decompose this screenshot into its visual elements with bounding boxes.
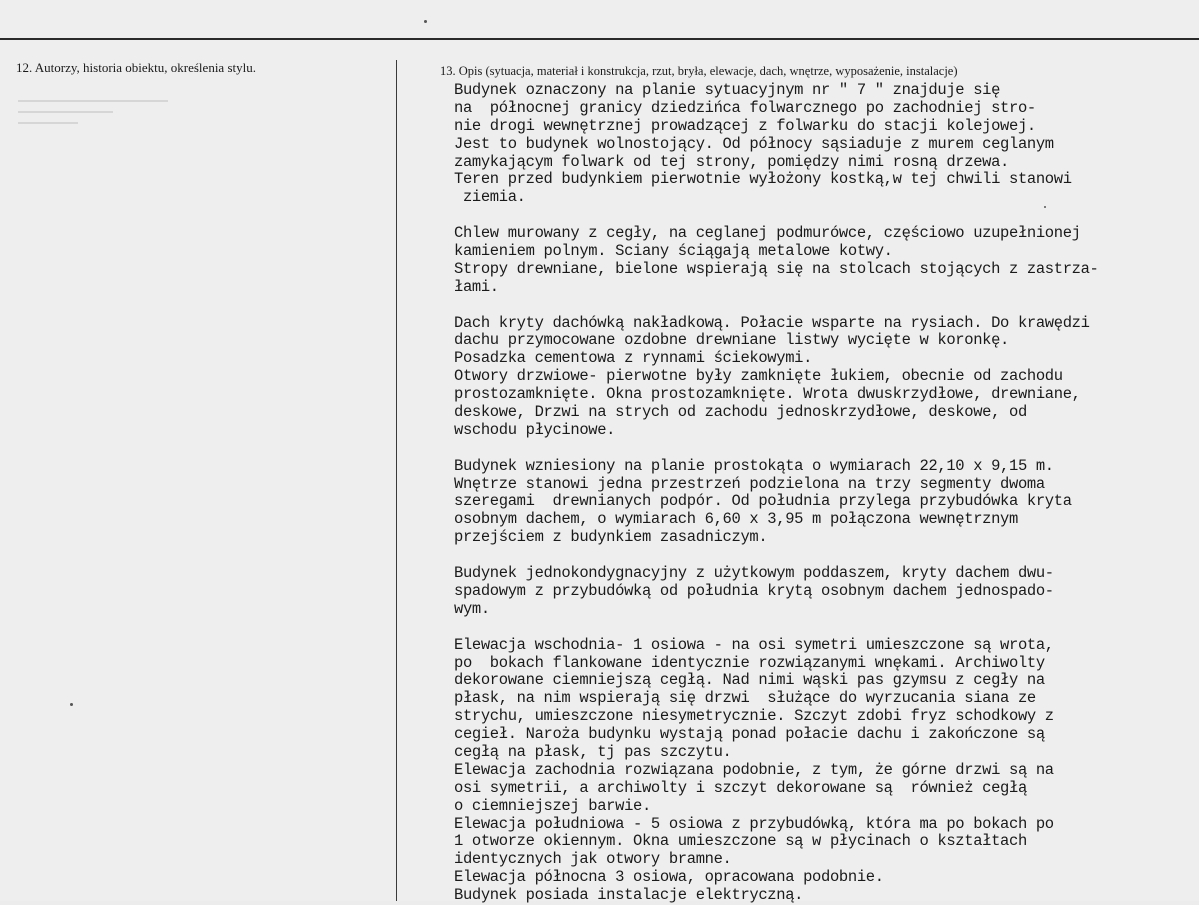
section-13-label: 13. Opis (sytuacja, materiał i konstrukcja, rzut, bryła, elewacje, dach, wnętrze, wyposażenie, instalacje) bbox=[440, 64, 958, 78]
text-line: nie drogi wewnętrznej prowadzącej z folwarku do stacji kolejowej. bbox=[454, 116, 1036, 135]
text-line: wym. bbox=[454, 599, 490, 618]
text-line: 1 otworze okiennym. Okna umieszczone są w płycinach o kształtach bbox=[454, 832, 1027, 851]
text-line: Elewacja wschodnia- 1 osiowa - na osi symetri umieszczone są wrota, bbox=[454, 635, 1054, 654]
text-line: spadowym z przybudówką od południa krytą osobnym dachem jednospado- bbox=[454, 581, 1054, 600]
text-line: o ciemniejszej barwie. bbox=[454, 796, 651, 815]
text-line: cegłą na płask, tj pas szczytu. bbox=[454, 742, 732, 761]
text-line: Elewacja północna 3 osiowa, opracowana podobnie. bbox=[454, 868, 884, 887]
text-line: cegieł. Naroża budynku wystają ponad połacie dachu i zakończone są bbox=[454, 725, 1045, 744]
text-line: dekorowane ciemniejszą cegłą. Nad nimi wąski pas gzymsu z cegły na bbox=[454, 671, 1045, 690]
text-line: wschodu płycinowe. bbox=[454, 420, 616, 439]
text-line: strychu, umieszczone niesymetrycznie. Szczyt zdobi fryz schodkowy z bbox=[454, 707, 1054, 726]
text-line: Otwory drzwiowe- pierwotne były zamknięte łukiem, obecnie od zachodu bbox=[454, 367, 1063, 386]
text-line: Stropy drewniane, bielone wspierają się na stolcach stojących z zastrza- bbox=[454, 259, 1099, 278]
faded-notes bbox=[18, 100, 168, 133]
text-line: Budynek wzniesiony na planie prostokąta o wymiarach 22,10 x 9,15 m. bbox=[454, 456, 1054, 475]
text-line: Budynek oznaczony na planie sytuacyjnym nr " 7 " znajduje się bbox=[454, 81, 1001, 99]
text-line: Dach kryty dachówką nakładkową. Połacie wsparte na rysiach. Do krawędzi bbox=[454, 313, 1090, 332]
scan-speck bbox=[424, 20, 427, 23]
text-line: szeregami drewnianych podpór. Od południa przylega przybudówka kryta bbox=[454, 492, 1072, 511]
text-line: Posadzka cementowa z rynnami ściekowymi. bbox=[454, 349, 813, 368]
text-line: ziemia. bbox=[454, 188, 526, 207]
text-line: Budynek posiada instalacje elektryczną. bbox=[454, 886, 804, 905]
text-line: Wnętrze stanowi jedna przestrzeń podzielona na trzy segmenty dwoma bbox=[454, 474, 1045, 493]
text-line: zamykającym folwark od tej strony, pomiędzy nimi rosną drzewa. bbox=[454, 152, 1009, 171]
section-12-label: 12. Autorzy, historia obiektu, określenia stylu. bbox=[16, 60, 256, 75]
column-divider bbox=[396, 60, 397, 901]
text-line: po bokach flankowane identycznie rozwiązanymi wnękami. Archiwolty bbox=[454, 653, 1045, 672]
paragraph-gap bbox=[454, 619, 1194, 637]
text-line: osi symetrii, a archiwolty i szczyt dekorowane są również cegłą bbox=[454, 778, 1027, 797]
text-line: kamieniem polnym. Sciany ściągają metalowe kotwy. bbox=[454, 242, 893, 261]
text-line: łami. bbox=[454, 277, 499, 296]
scan-speck bbox=[1044, 206, 1046, 208]
text-line: osobnym dachem, o wymiarach 6,60 x 3,95 m połączona wewnętrznym bbox=[454, 510, 1018, 529]
text-line: identycznych jak otwory bramne. bbox=[454, 850, 732, 869]
text-line: Chlew murowany z cegły, na ceglanej podmurówce, częściowo uzupełnionej bbox=[454, 224, 1081, 243]
text-line: Budynek jednokondygnacyjny z użytkowym poddaszem, kryty dachem dwu- bbox=[454, 564, 1054, 583]
text-line: Jest to budynek wolnostojący. Od północy sąsiaduje z murem ceglanym bbox=[454, 134, 1054, 153]
paragraph-gap bbox=[454, 207, 1194, 225]
text-line: przejściem z budynkiem zasadniczym. bbox=[454, 528, 768, 547]
text-line: płask, na nim wspierają się drzwi służące do wyrzucania siana ze bbox=[454, 689, 1036, 708]
top-rule bbox=[0, 38, 1199, 40]
text-line: Teren przed budynkiem pierwotnie wyłożony kostką,w tej chwili stanowi bbox=[454, 170, 1072, 189]
text-line: Elewacja południowa - 5 osiowa z przybudówką, która ma po bokach po bbox=[454, 814, 1054, 833]
text-line: prostozamknięte. Okna prostozamknięte. Wrota dwuskrzydłowe, drewniane, bbox=[454, 385, 1081, 404]
description-body bbox=[454, 82, 1194, 905]
scan-speck bbox=[70, 703, 73, 706]
text-line: Elewacja zachodnia rozwiązana podobnie, z tym, że górne drzwi są na bbox=[454, 760, 1054, 779]
paragraph-gap bbox=[454, 297, 1194, 315]
text-line: dachu przymocowane ozdobne drewniane listwy wycięte w koronkę. bbox=[454, 331, 1009, 350]
text-line: deskowe, Drzwi na strych od zachodu jednoskrzydłowe, deskowe, od bbox=[454, 403, 1027, 422]
paragraph-gap bbox=[454, 547, 1194, 565]
paragraph-gap bbox=[454, 440, 1194, 458]
text-line: na północnej granicy dziedzińca folwarcznego po zachodniej stro- bbox=[454, 98, 1036, 117]
